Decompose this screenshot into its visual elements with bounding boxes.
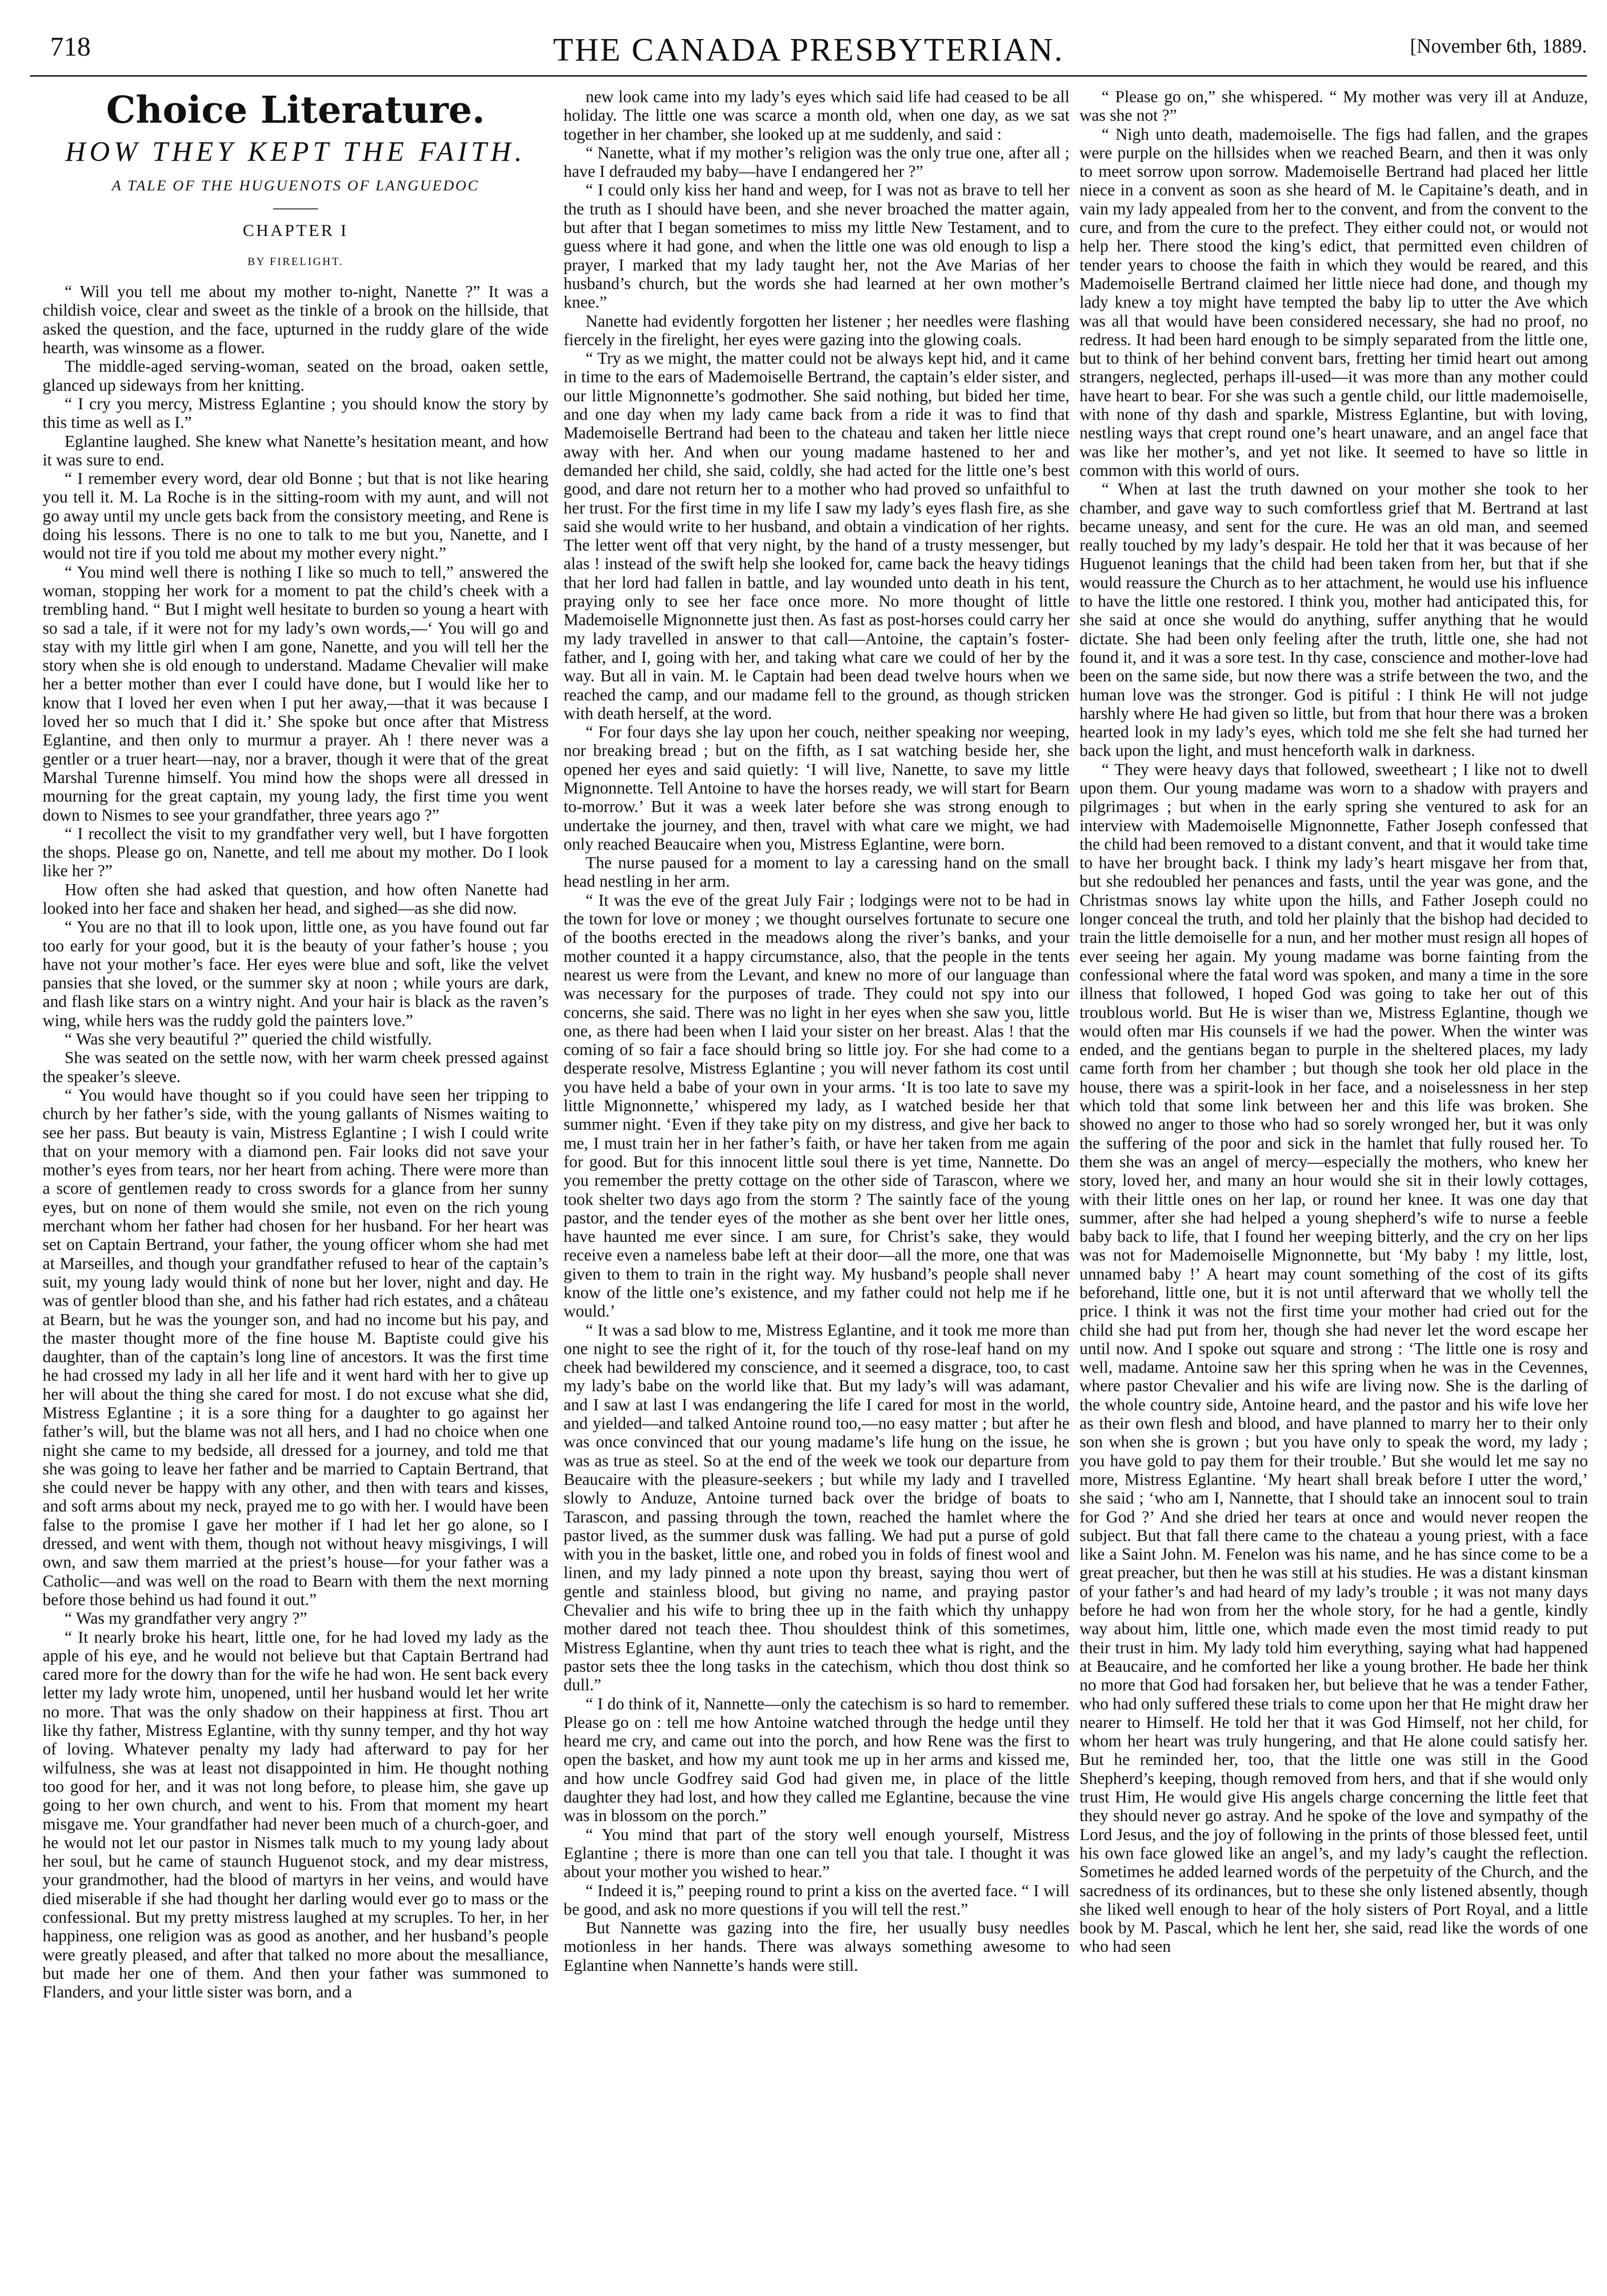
story-title: HOW THEY KEPT THE FAITH. (65, 136, 526, 167)
text-column-3 (1080, 88, 1588, 2277)
paragraph: “ You mind that part of the story well enough yourself, Mistress Eglantine ; there is more than one can tell you that tale. I thought it was about your mother you wished to hear.” (564, 1825, 1069, 1882)
paragraph: new look came into my lady’s eyes which said life had ceased to be all holiday. The little one was scarce a month old, when one day, as we sat together in her chamber, she looked up at me suddenly, and said : (564, 88, 1069, 144)
paragraph: “ Nigh unto death, mademoiselle. The figs had fallen, and the grapes were purple on the hillsides when we reached Bearn, and then it was only to meet sorrow upon sorrow. Mademoiselle Bertrand had placed her little niece in a convent as soon as she heard of M. le Capitaine’s death, and in vain my lady appealed from her to the convent, and from the convent to the cure, and from the cure to the prefect. They either could not, or would not help her. There stood the king’s edict, that permitted even children of tender years to choose the faith in which they would be reared, and this Mademoiselle Bertrand claimed her little niece had done, and though my lady knew a toy might have tempted the baby lip to utter the Ave which was all that would have been considered necessary, she had no proof, no redress. It had been hard enough to be simply separated from the little one, but to think of her behind convent bars, fretting her timid heart out among strangers, neglected, perhaps ill-used—it was more than any mother could have heart to bear. For she was such a gentle child, our little mademoiselle, with none of thy dash and sparkle, Mistress Eglantine, but with loving, nestling ways that crept round one’s heart unaware, and an angel face that was like her mother’s, and yet not like. It seemed to have so little in common with this world of ours. (1080, 125, 1588, 480)
paragraph: “ Was she very beautiful ?” queried the child wistfully. (65, 1030, 432, 1049)
section-heading: Choice Literature. (106, 89, 485, 132)
paragraph: “ For four days she lay upon her couch, neither speaking nor weeping, nor breaking bread ; but on the fifth, as I sat watching beside her, she opened her eyes and said quietly: ‘I will live, Nanette, to save my little Mignonnette. Tell Antoine to have the horses ready, we will start for Bearn to-morrow.’ But it was a week later before she was strong enough to undertake the journey, and then, travel with what care we might, we had only reached Beaucaire when you, Mistress Eglantine, were born. (564, 723, 1069, 854)
paragraph: Nanette had evidently forgotten her listener ; her needles were flashing fiercely in the firelight, her eyes were gazing into the glowing coals. (564, 312, 1069, 349)
chapter-title: BY FIRELIGHT. (247, 254, 344, 268)
paragraph: “ I recollect the visit to my grandfather very well, but I have forgotten the shops. Please go on, Nanette, and tell me about my mother. Do I look like her ?” (43, 824, 549, 881)
paragraph: “ I could only kiss her hand and weep, for I was not as brave to tell her the truth as I should have been, and she never broached the matter again, but after that I began sometimes to miss my little New Testament, and to guess where it had gone, and when the little one was old enough to lisp a prayer, I marked that my lady taught her, not the Ave Marias of her husband’s church, but the words she had learned at her own mother’s knee.” (564, 181, 1069, 312)
paragraph: “ You are no that ill to look upon, little one, as you have found out far too early for your good, but it is the beauty of your father’s house ; you have not your mother’s face. Her eyes were blue and soft, like the velvet pansies that she loved, or the summer sky at noon ; while yours are dark, and flash like stars on a wintry night. And your hair is black as the raven’s wing, while hers was the ruddy gold the painters love.” (43, 918, 549, 1030)
paragraph: “ Nanette, what if my mother’s religion was the only true one, after all ; have I defrauded my baby—have I endangered her ?” (564, 143, 1069, 181)
paragraph: But Nannette was gazing into the fire, her usually busy needles motionless in her hands. There was always something awesome to Eglantine when Nannette’s hands were still. (564, 1919, 1069, 1975)
paragraph: “ When at last the truth dawned on your mother she took to her chamber, and gave way to such comfortless grief that M. Bertrand at last became uneasy, and sent for the cure. He was an old man, and seemed really touched by my lady’s despair. He told her that it was because of her Huguenot leanings that the child had been taken from her, but that if she would reassure the Church as to her attachment, he would use his influence to have the little one restored. I think you, mother had anticipated this, for she said at once she would do anything, suffer anything that he would dictate. She had been only feeling after the truth, little one, she had not found it, and it was a sore test. In thy case, conscience and mother-love had been on the same side, but now there was a strife between the two, and the human love was the stronger. God is pitiful : I think He will not judge harshly where He had given so little, but from that hour there was a broken hearted look in my lady’s eyes, which told me she felt she had turned her back upon the light, and must henceforth walk in darkness. (1080, 480, 1588, 760)
text-column-2 (564, 88, 1069, 2277)
paragraph: “ Was my grandfather very angry ?” (65, 1609, 308, 1628)
newspaper-title: THE CANADA PRESBYTERIAN. (553, 32, 1064, 68)
paragraph: How often she had asked that question, and how often Nanette had looked into her face and shaken her head, and sighed—as she did now. (43, 880, 549, 918)
paragraph: “ Indeed it is,” peeping round to print a kiss on the averted face. “ I will be good, and ask no more questions if you will tell the rest.” (564, 1881, 1069, 1919)
text-column-1 (43, 88, 549, 2277)
masthead (30, 31, 1587, 66)
paragraph: “ It was a sad blow to me, Mistress Eglantine, and it took me more than one night to see the right of it, for the touch of thy rose-leaf hand on my cheek had bewildered my conscience, and it seemed a disgrace, too, to cast my lady’s babe on the world like that. But my lady’s will was adamant, and I saw at last I was endangering the life I cared for most in the world, and yielded—and talked Antoine round too,—no easy matter ; but after he was once convinced that our young madame’s life hung on the issue, he was as true as steel. So at the end of the week we took our departure from Beaucaire with the pleasure-seekers ; but while my lady and I travelled slowly to Anduze, Antoine turned back over the bridge of boats to Tarascon, and passing through the town, reached the hamlet where the pastor lived, as the summer dusk was falling. We had put a purse of gold with you in the basket, little one, and robed you in folds of finest wool and linen, and my lady pinned a note upon thy breast, saying thou wert of gentle and stainless blood, but giving no name, and praying pastor Chevalier and his wife to bring thee up in the faith which thy unhappy mother dared not teach thee. Thou shouldest think of this sometimes, Mistress Eglantine, when thy aunt tries to teach thee what is right, and the pastor sets thee the long tasks in the catechism, which thou dost think so dull.” (564, 1321, 1069, 1695)
chapter-heading: CHAPTER I (242, 221, 349, 240)
paragraph: “ I do think of it, Nannette—only the catechism is so hard to remember. Please go on : tell me how Antoine watched through the hedge until they heard me cry, and came out into the porch, and how Rene was the first to open the basket, and how my aunt took me up in her arms and kissed me, and how uncle Godfrey said God had given me, in place of the little daughter they had lost, and how they called me Eglantine, because the vine was in blossom on the porch.” (564, 1694, 1069, 1826)
paragraph: “ Will you tell me about my mother to-night, Nanette ?” It was a childish voice, clear and sweet as the tinkle of a brook on the hillside, that asked the question, and the face, upturned in the ruddy glare of the wide hearth, was winsome as a flower. (43, 283, 549, 358)
masthead-rule (30, 75, 1587, 77)
paragraph: “ You would have thought so if you could have seen her tripping to church by her father’s side, with the young gallants of Nismes waiting to see her pass. But beauty is vain, Mistress Eglantine ; I wish I could write that on your memory with a diamond pen. Fair looks did not save your mother’s eyes from tears, nor her heart from aching. There were more than a score of gentlemen ready to cross swords for a glance from her sunny eyes, but on none of them would she smile, not even on the rich young merchant whom her father had chosen for her husband. For her heart was set on Captain Bertrand, your father, the young officer whom she had met at Marseilles, and though your grandfather refused to hear of the captain’s suit, my young lady would think of none but her lover, night and day. He was of gentler blood than she, and his father had rich estates, and a château at Bearn, but he was the younger son, and had no income but his pay, and the master thought more of the fine house M. Baptiste could give his daughter, than of the captain’s long line of ancestors. It was the first time he had crossed my lady in all her life and it went hard with her to give up her will about the thing she cared for most. I do not excuse what she did, Mistress Eglantine ; it is a sore thing for a daughter to go against her father’s will, but the blame was not all hers, and I had no choice when one night she came to my bedside, all dressed for a journey, and told me that she was going to leave her father and be married to Captain Bertrand, that she could never be happy with any other, and then with tears and kisses, and soft arms about my neck, prayed me to go with her. I would have been false to the promise I gave her mother if I had let her go alone, so I dressed, and went with them, though not without heavy misgivings, I will own, and saw them married at the priest’s house—for your father was a Catholic—and was well on the road to Bearn with them the next morning before those behind us had found it out.” (43, 1086, 549, 1609)
paragraph: “ I cry you mercy, Mistress Eglantine ; you should know the story by this time as well as I.” (43, 394, 549, 432)
paragraph: “ Please go on,” she whispered. “ My mother was very ill at Anduze, was she not ?” (1080, 88, 1588, 125)
story-subtitle: A TALE OF THE HUGUENOTS OF LANGUEDOC (112, 177, 479, 194)
paragraph: “ It nearly broke his heart, little one, for he had loved my lady as the apple of his eye, and he would not believe but that Captain Bertrand had cared more for the dowry than for the wife he had won. He sent back every letter my lady wrote him, unopened, until her husband would let her write no more. That was the only shadow on their happiness at first. Thou art like thy father, Mistress Eglantine, with thy sunny temper, and thy hot way of loving. Whatever penalty my lady had afterward to pay for her wilfulness, she was at least not disappointed in him. He thought nothing too good for her, and it was not long before, to please him, she gave up going to her own church, and went to his. From that moment my heart misgave me. Your grandfather had never been much of a church-goer, and he would not let our pastor in Nismes talk much to my young lady about her soul, but he came of staunch Huguenot stock, and my dear mistress, your grandmother, had the blood of martyrs in her veins, and would have died miserable if she had thought her darling would ever go to mass or the confessional. But my pretty mistress laughed at my scruples. To her, in her happiness, one religion was as good as another, and her husband’s people were greatly pleased, and after that talked no more about the mesalliance, but made her one of them. And then your father was summoned to Flanders, and your little sister was born, and a (43, 1628, 549, 2002)
paragraph: The middle-aged serving-woman, seated on the broad, oaken settle, glanced up sideways from her knitting. (43, 357, 549, 395)
paragraph: “ It was the eve of the great July Fair ; lodgings were not to be had in the town for love or money ; we thought ourselves fortunate to secure one of the booths erected in the meadows along the river’s banks, and your mother counted it a happy circumstance, also, that the people in the tents nearest us were from the Levant, and knew no more of our language than was necessary for the purposes of trade. They could not spy into our concerns, she said. There was no light in her eyes when she saw you, little one, as there had been when I laid your sister on her breast. Alas ! that the coming of so fair a face should bring so little joy. For she had come to a desperate resolve, Mistress Eglantine ; you will never fathom its cost until you have held a babe of your own in your arms. ‘It is too late to save my little Mignonnette,’ whispered my lady, as I watched beside her that summer night. ‘Even if they take pity on my distress, and give her back to me, I must train her in her father’s faith, or have her taken from me again for good. But for this innocent little soul there is yet time, Nannette. Do you remember the pretty cottage on the other side of Tarascon, where we took shelter two days ago from the storm ? The saintly face of the young pastor, and the tender eyes of the mother as she bent over her little ones, have haunted me ever since. I am sure, for Christ’s sake, they would receive even a nameless babe left at their door—all the more, one that was given to them to train in the right way. My husband’s people shall never know of the little one’s existence, and my father could not help me if he would.’ (564, 891, 1069, 1321)
paragraph: “ You mind well there is nothing I like so much to tell,” answered the woman, stopping her work for a moment to pat the child’s cheek with a trembling hand. “ But I might well hesitate to burden so young a heart with so sad a tale, if it were not for my lady’s own words,—‘ You will go and stay with my little girl when I am gone, Nanette, and you will tell her the story when she is old enough to understand. Madame Chevalier will make her a better mother than ever I could have done, but I would like her to know that I loved her even when I put her away,—that it was because I loved her so much that I did it.’ She spoke but once after that Mistress Eglantine, and then only to murmur a prayer. Ah ! there never was a gentler or a truer heart—nay, nor a braver, though it were that of the great Marshal Turenne himself. You mind how the shops were all dressed in mourning for the great captain, my young lady, the first time you went down to Nismes to see your grandfather, three years ago ?” (43, 563, 549, 825)
paragraph: “ They were heavy days that followed, sweetheart ; I like not to dwell upon them. Our young madame was worn to a shadow with prayers and pilgrimages ; but when in the early spring she ventured to ask for an interview with Mademoiselle Mignonnette, Father Joseph confessed that the child had been removed to a distant convent, and that it would take time to have her brought back. I think my lady’s heart misgave her from that, but she redoubled her penances and fasts, until the year was gone, and the Christmas snows lay white upon the hills, and Father Joseph could no longer conceal the truth, and told her plainly that the bishop had decided to train the little demoiselle for a nun, and her mother must resign all hopes of ever seeing her again. My young madame was borne fainting from the confessional where the fatal word was spoken, and many a time in the sore illness that followed, I hoped God was going to take her out of this troublous world. But He is wiser than we, Mistress Eglantine, though we would often mar His counsels if we had the power. When the winter was ended, and the gentians began to purple in the sheltered places, my lady came forth from her chamber ; but though she took her old place in the house, there was a spirit-look in her face, and a noiselessness in her step which told that some link between her and this life was broken. She showed no anger to those who had so sorely wronged her, but it was only the suffering of the poor and sick in the hamlet that fully roused her. To them she was an angel of mercy—especially the mothers, who knew her story, loved her, and many an hour would she sit in their lowly cottages, with their little ones on her lap, or round her knee. It was one day that summer, after she had helped a young shepherd’s wife to nurse a feeble baby back to life, that I found her weeping bitterly, and the cry on her lips was not for Mademoiselle Mignonnette, but ‘My baby ! my little, lost, unnamed baby !’ A heart may count something of the cost of its gifts beforehand, little one, but it is not until afterward that we wholly tell the price. I think it was not the first time your mother had cried out for the child she had put from her, though she had never let the word escape her until now. And I spoke out square and strong : ‘The little one is rosy and well, madame. Antoine saw her this spring when he was in the Cevennes, where pastor Chevalier and his wife are living now. She is the darling of the whole country side, Antoine heard, and the pastor and his wife love her as their own flesh and blood, and have planned to marry her to their only son when she is grown ; but you have only to speak the word, my lady ; you have gold to pay them for their trouble.’ But she would let me say no more, Mistress Eglantine. ‘My heart shall break before I utter the word,’ she said ; ‘who am I, Nannette, that I should take an innocent soul to train for God ?’ And she dried her tears at once and would never reopen the subject. But that fall there came to the chateau a young priest, with a face like a Saint John. M. Fenelon was his name, and he has since come to be a great preacher, but then he was still at his studies. He was a distant kinsman of your father’s and had heard of my lady’s trouble ; it was not many days before he had won from her the whole story, for he had a gentle, kindly way about him, little one, which made even the most timid ready to put their trust in him. My lady told him everything, saying what had happened at Beaucaire, and he comforted her like a young brother. He bade her think no more that God had forsaken her, but believe that he was a tender Father, who had only suffered these trials to come upon her that He might draw her nearer to Himself. He told her that it was God Himself, not her child, for whom her heart was truly hungering, and that He alone could satisfy her. But he reminded her, too, that the little one was still in the Good Shepherd’s keeping, though removed from hers, and that if she would only trust Him, He would give His angels charge concerning the little feet that they should never go astray. And he spoke of the love and sympathy of the Lord Jesus, and the joy of following in the prints of those blessed feet, until his own face glowed like an angel’s, and my lady’s caught the reflection. Sometimes he added learned words of the perpetuity of the Church, and the sacredness of its ordinances, but to these she only listened absently, though she liked well enough to hear of the holy sisters of Port Royal, and a little book by M. Pascal, which he lent her, she said, read like the words of one who had seen (1080, 760, 1588, 1956)
paragraph: “ Try as we might, the matter could not be always kept hid, and it came in time to the ears of Mademoiselle Bertrand, the captain’s elder sister, and our little Mignonnette’s godmother. She said nothing, but bided her time, and one day when my lady came back from a ride it was to find that Mademoiselle Bertrand had been to the chateau and taken her little niece away with her. And when our young madame hastened to her and demanded her child, she said, coldly, she had acted for the little one’s best good, and dare not return her to a mother who had proved so unfaithful to her trust. For the first time in my life I saw my lady’s eyes flash fire, as she said she would write to her husband, and obtain a vindication of her rights. The letter went off that very night, by the hand of a trusty messenger, but alas ! instead of the swift help she looked for, came back the heavy tidings that her lord had fallen in battle, and lay wounded unto death in his tent, praying only to see her face once more. No more thought of little Mademoiselle Mignonnette just then. As fast as post-horses could carry her my lady travelled in answer to that call—Antoine, the captain’s foster-father, and I, going with her, and taking what care we could of her by the way. But all in vain. M. le Captain had been dead twelve hours when we reached the camp, and our madame fell to the ground, as though stricken with death herself, at the word. (564, 349, 1069, 723)
page-number: 718 (50, 32, 91, 62)
issue-date: [November 6th, 1889. (1410, 35, 1587, 57)
paragraph: She was seated on the settle now, with her warm cheek pressed against the speaker’s sleeve. (43, 1049, 549, 1086)
paragraph: The nurse paused for a moment to lay a caressing hand on the small head nestling in her arm. (564, 854, 1069, 891)
divider (273, 208, 318, 209)
paragraph: “ I remember every word, dear old Bonne ; but that is not like hearing you tell it. M. La Roche is in the sitting-room with my aunt, and will not go away until my uncle gets back from the consistory meeting, and Rene is doing his lessons. There is no one to talk to me but you, Nanette, and I would not tire if you told me about my mother every night.” (43, 469, 549, 563)
paragraph: Eglantine laughed. She knew what Nanette’s hesitation meant, and how it was sure to end. (43, 432, 549, 469)
